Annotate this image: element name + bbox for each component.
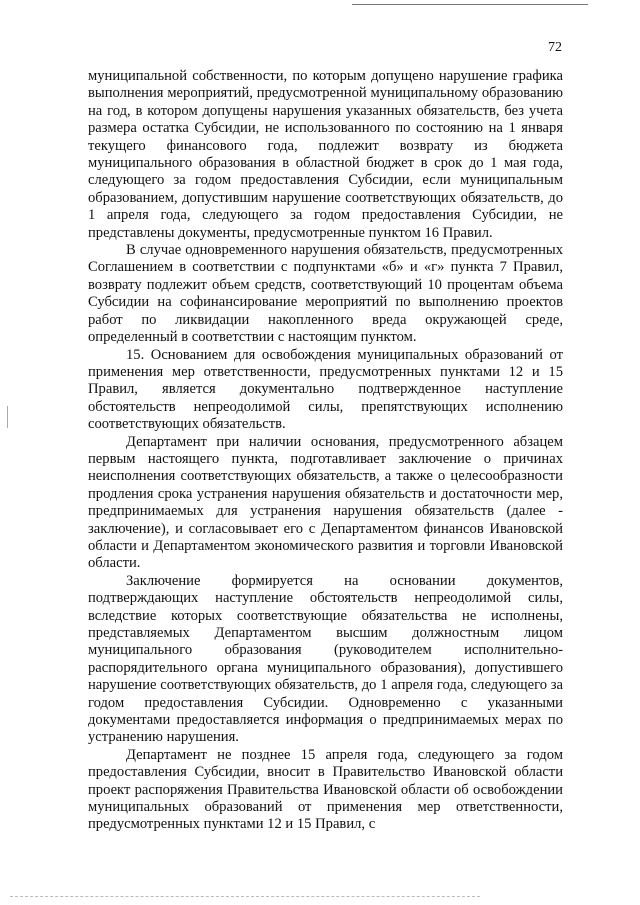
- page-number: 72: [548, 40, 562, 55]
- paragraph-simultaneous-violation: В случае одновременного нарушения обязательств, предусмотренных Соглашением в соответствии с подпунктами «б» и «г» пункта 7 Правил, возврату подлежит объем средств, соответствующий 10 процентам объема Субсидии на софинансирование мероприятий по выполнению проектов работ по ликвидации накопленного вреда окружающей среде, определенный в соответствии с настоящим пунктом.: [88, 242, 563, 346]
- paragraph-department-conclusion: Департамент при наличии основания, предусмотренного абзацем первым настоящего пункта, подготавливает заключение о причинах неисполнения соответствующих обязательств, а также о целесообразности продления срока устранения нарушения обязательств и достаточности мер, предпринимаемых для устранения нарушения обязательств (далее - заключение), и согласовывает его с Департаментом финансов Ивановской области и Департаментом экономического развития и торговли Ивановской области.: [88, 433, 563, 572]
- paragraph-continuation: муниципальной собственности, по которым допущено нарушение графика выполнения мероприятий, предусмотренной муниципальному образованию на год, в котором допущены нарушения указанных обязательств, без учета размера остатка Субсидии, не использованного по состоянию на 1 января текущего финансового года, подлежит возврату из бюджета муниципального образования в областной бюджет в срок до 1 мая года, следующего за годом предоставления Субсидии, если муниципальным образованием, допустившим нарушение соответствующих обязательств, до 1 апреля года, следующего за годом предоставления Субсидии, не представлены документы, предусмотренные пунктом 16 Правил.: [88, 68, 563, 241]
- document-body: [88, 68, 563, 834]
- paragraph-clause-15: 15. Основанием для освобождения муниципальных образований от применения мер ответственности, предусмотренных пунктами 12 и 15 Правил, является документально подтвержденное наступление обстоятельств непреодолимой силы, препятствующих исполнению соответствующих обязательств.: [88, 346, 563, 433]
- scan-top-rule: [352, 4, 588, 5]
- scan-margin-mark: [7, 406, 8, 428]
- paragraph-conclusion-formation: Заключение формируется на основании документов, подтверждающих наступление обстоятельств непреодолимой силы, вследствие которых соответствующие обязательства не исполнены, представляемых Департаментом высшим должностным лицом муниципального образования (руководителем исполнительно-распорядительного органа муниципального образования), допустившего нарушение соответствующих обязательств, до 1 апреля года, следующего за годом предоставления Субсидии. Одновременно с указанными документами предоставляется информация о предпринимаемых мерах по устранению нарушения.: [88, 572, 563, 746]
- paragraph-department-deadline: Департамент не позднее 15 апреля года, следующего за годом предоставления Субсидии, вносит в Правительство Ивановской области проект распоряжения Правительства Ивановской области об освобождении муниципальных образований от применения мер ответственности, предусмотренных пунктами 12 и 15 Правил, с: [88, 746, 563, 833]
- scan-bottom-edge: [10, 896, 480, 897]
